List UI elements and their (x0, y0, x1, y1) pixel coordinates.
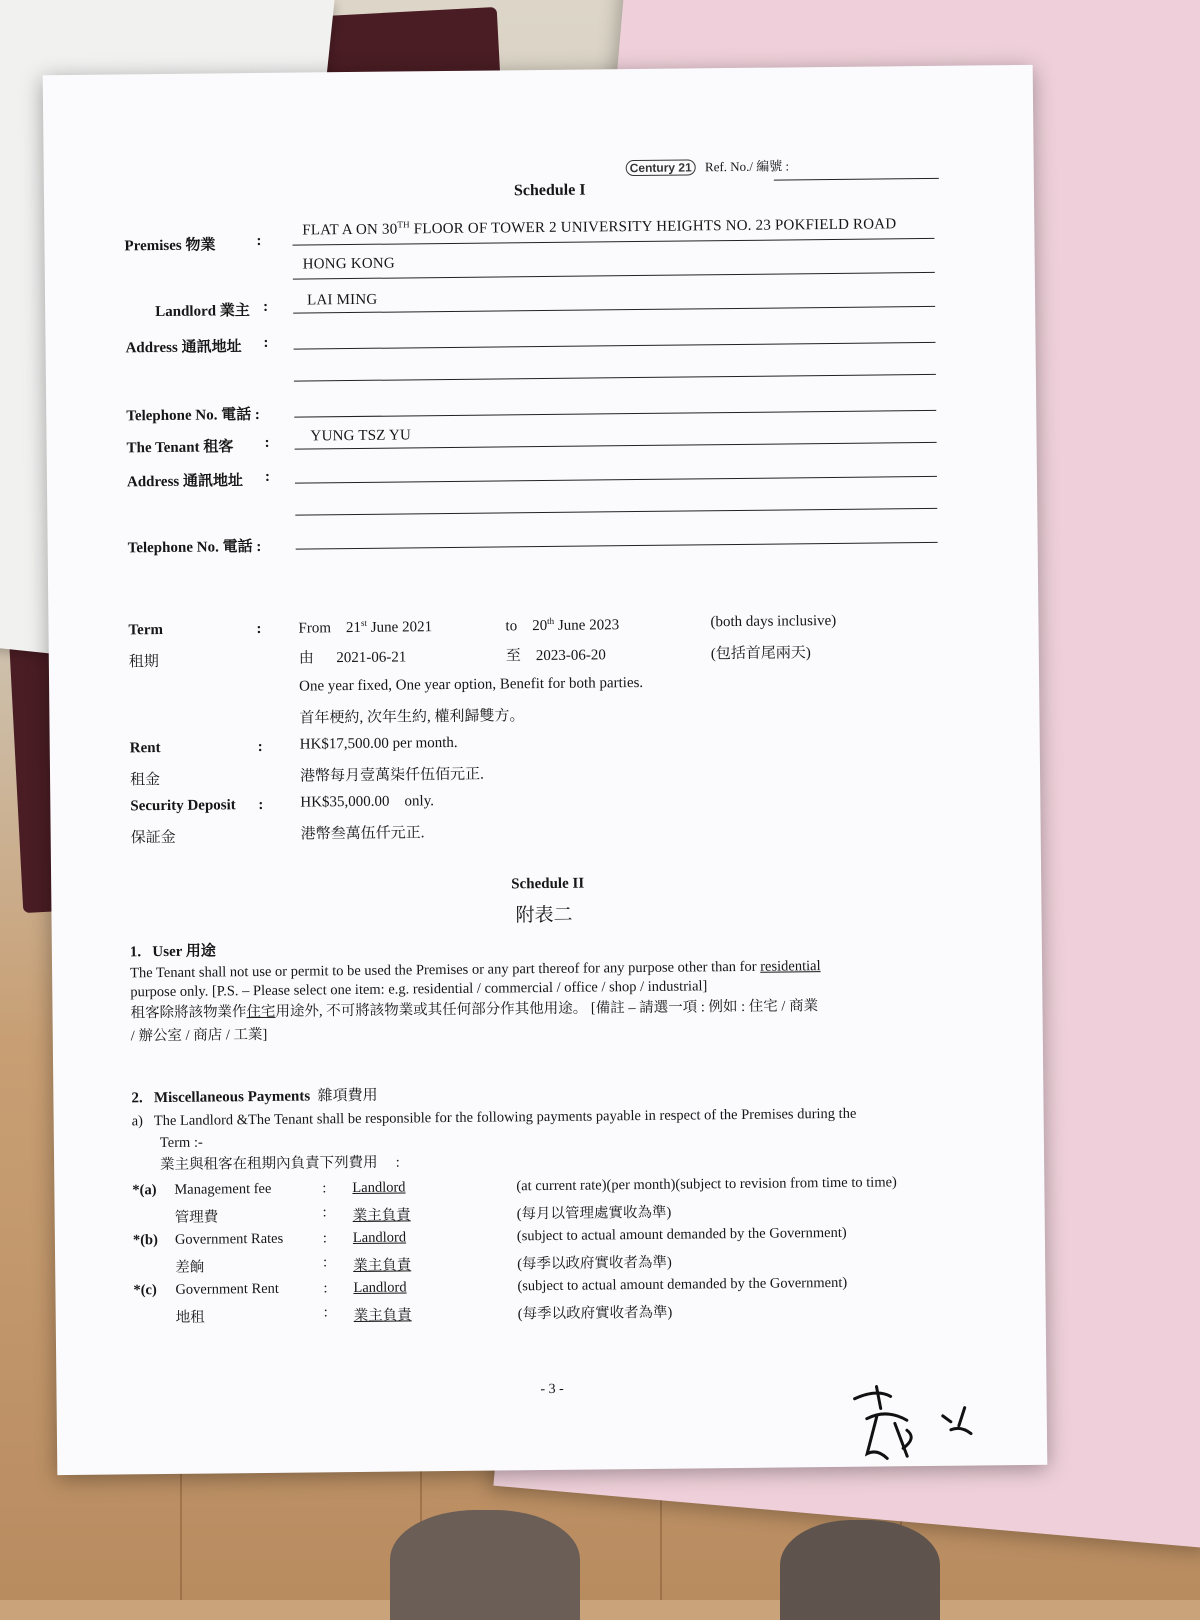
section1-heading: 1. User 用途 (129, 943, 216, 961)
colon: : (322, 1180, 327, 1197)
payment-note: (subject to actual amount demanded by the Government) (517, 1274, 848, 1295)
payment-item (133, 1274, 973, 1333)
payments-list (132, 1174, 974, 1333)
term-to-zh: 至 2023-06-20 (505, 647, 606, 665)
rent-label-zh: 租金 (130, 772, 161, 789)
payment-note-zh: (每季以政府實收者為準) (517, 1304, 673, 1323)
payment-note-zh: (每月以管理處實收為準) (516, 1204, 672, 1223)
landlord-address-label: Address 通訊地址 (125, 339, 242, 357)
tenant-value: YUNG TSZ YU (310, 427, 412, 445)
payment-party: Landlord (352, 1229, 407, 1247)
payment-item (132, 1174, 972, 1233)
payment-item (133, 1224, 973, 1283)
section2-heading: 2. Miscellaneous Payments 雜項費用 (131, 1087, 378, 1107)
payment-party-zh: 業主負責 (352, 1207, 411, 1225)
deposit-label: Security Deposit (130, 797, 236, 815)
colon: : (323, 1280, 328, 1297)
premises-value-line1: FLAT A ON 30TH FLOOR OF TOWER 2 UNIVERSITY HEIGHTS NO. 23 POKFIELD ROAD (302, 216, 897, 239)
colon: : (256, 232, 262, 249)
tenant-telephone-line (296, 542, 938, 550)
payment-party-zh: 業主負責 (353, 1307, 412, 1325)
landlord-value: LAI MING (306, 291, 378, 309)
tenant-label: The Tenant 租客 (126, 439, 234, 457)
page-number: - 3 - (540, 1381, 564, 1398)
term-to: to 20th June 2023 (505, 615, 620, 635)
ref-label: Ref. No./ 編號 : (704, 158, 790, 175)
section2a-text: a) The Landlord &The Tenant shall be responsible for the following payments payable in respect of the Premises during the Term :- 業主與租客在租期內負責下列費用 : (131, 1105, 857, 1174)
schedule2-title: Schedule II (511, 875, 585, 893)
payment-name: Government Rent (175, 1280, 280, 1298)
century21-logo: Century 21 (626, 159, 696, 176)
payment-name: Management fee (174, 1180, 272, 1198)
payment-note: (at current rate)(per month)(subject to revision from time to time) (516, 1174, 897, 1195)
rent-value-zh: 港幣每月壹萬柒仟伍佰元正. (299, 766, 484, 785)
term-from-zh: 由 2021-06-21 (298, 649, 407, 667)
handwritten-signature (846, 1377, 997, 1480)
section1-text: The Tenant shall not use or permit to be used the Premises or any part thereof for any purpose other than for residential purpose only. [P.S. – Please select one item: e.g. residential / commercial / office / shop / industrial] 租客除將該物業作住宅用途外, 不可將該物業或其任何部分作其他用途。 [備註 – 請選一項 : 例如 : 住宅 / 商業 / 辦公室 / 商店 / 工業] (130, 958, 821, 1045)
payment-party: Landlord (353, 1279, 407, 1297)
payment-name: Government Rates (174, 1230, 284, 1248)
tenant-telephone-label: Telephone No. 電話 : (127, 538, 262, 557)
term-label-zh: 租期 (128, 654, 159, 671)
term-note-zh: 首年梗約, 次年生約, 權利歸雙方。 (299, 708, 525, 727)
tenant-address-label: Address 通訊地址 (126, 473, 244, 491)
payment-note-zh: (每季以政府實收者為準) (517, 1254, 672, 1273)
landlord-address-line (294, 342, 936, 350)
colon: : (323, 1254, 328, 1271)
payment-name-zh: 管理費 (174, 1209, 219, 1226)
payment-name-zh: 地租 (175, 1309, 205, 1326)
deposit-value-zh: 港幣叁萬伍仟元正. (300, 825, 425, 843)
payment-name-zh: 差餉 (175, 1259, 205, 1276)
shoe (780, 1520, 940, 1620)
deposit-label-zh: 保証金 (130, 829, 176, 847)
payment-party: Landlord (352, 1179, 406, 1197)
colon: : (322, 1230, 328, 1247)
schedule2-title-zh: 附表二 (515, 904, 573, 927)
shoe (390, 1510, 580, 1620)
ref-line (774, 178, 939, 181)
payment-marker: *(a) (132, 1182, 157, 1199)
term-from: From 21st June 2021 (298, 617, 433, 637)
rent-label: Rent (129, 740, 161, 757)
deposit-value: HK$35,000.00 only. (300, 793, 435, 811)
landlord-label: Landlord 業主 (155, 303, 250, 321)
colon: : (323, 1304, 328, 1321)
colon: : (322, 1204, 327, 1221)
premises-value-line2: HONG KONG (302, 255, 395, 273)
rent-value: HK$17,500.00 per month. (299, 734, 458, 753)
premises-label: Premises 物業 (124, 237, 216, 255)
term-label: Term (128, 621, 164, 639)
landlord-telephone-label: Telephone No. 電話 : (126, 406, 260, 425)
ref-header (626, 155, 790, 176)
term-inclusive-zh: (包括首尾兩天) (710, 645, 811, 663)
signature-mark (846, 1377, 997, 1469)
payment-party-zh: 業主負責 (353, 1257, 412, 1275)
tenant-address-line (295, 476, 937, 484)
payment-note: (subject to actual amount demanded by the Government) (516, 1224, 847, 1245)
payment-marker: *(c) (133, 1282, 157, 1299)
term-inclusive: (both days inclusive) (710, 612, 837, 631)
term-note: One year fixed, One year option, Benefit for both parties. (299, 674, 644, 695)
contract-page: Century 21 Ref. No./ 編號 : Schedule I Premises 物業 : FLAT A ON 30TH FLOOR OF TOWER 2 UNIVERSITY HEIGHTS NO. 23 POKFIELD ROAD HONG KONG Landlord 業主 : LAI MING Address 通訊地址 : Telephone No. 電話 : The Tenant 租客 : YUNG TSZ YU Address 通訊地址 : Telephone No. 電話 : Term : 租期 From 21st June 2021 to 20th June 2023 (both days inclusive) 由 2021-06-21 至 2023-06-20 (包括首尾兩天) One year fixed, One year option, Benefit for both parties. 首年梗約, 次年生約, 權利歸雙方。 Rent : HK$17,500.00 per month. 租金 港幣每月壹萬柒仟伍佰元正. Security Deposit : HK$35,000.00 only. 保証金 港幣叁萬伍仟元正. Schedule II 附表二 1. User 用途 The Tenant shall not use or permit to be used the Premises or any part thereof for any purpose other than for residential purpose only. [P.S. – Please select one item: e.g. residential / commercial / office / shop / industrial] 租客除將該物業作住宅用途外, 不可將該物業或其任何部分作其他用途。 [備註 – 請選一項 : 例如 : 住宅 / 商業 / 辦公室 / 商店 / 工業] 2. Miscellaneous Payments 雜項費用 a) The Landlord &The Tenant shall be responsible for the following payments payable in respect of the Premises during the Term :- 業主與租客在租期內負責下列費用 : *(a) Management fee 管理費 : : Landlord 業主負責 (at current rate)(per month)(subject to revision from time to time) (每月以管理處實收為準) *(b) Government Rates 差餉 : : Landlord 業主負責 (subject to actual amount demanded by the Government) (每季以政府實收者為準) *(c) Government Rent 地租 : : Landlord 業主負責 (subject to actual amount demanded by the Government) (每季以政府實收者為準) - 3 - (43, 65, 1048, 1475)
landlord-telephone-line (294, 410, 936, 418)
schedule1-title: Schedule I (513, 181, 586, 200)
payment-marker: *(b) (132, 1232, 158, 1249)
